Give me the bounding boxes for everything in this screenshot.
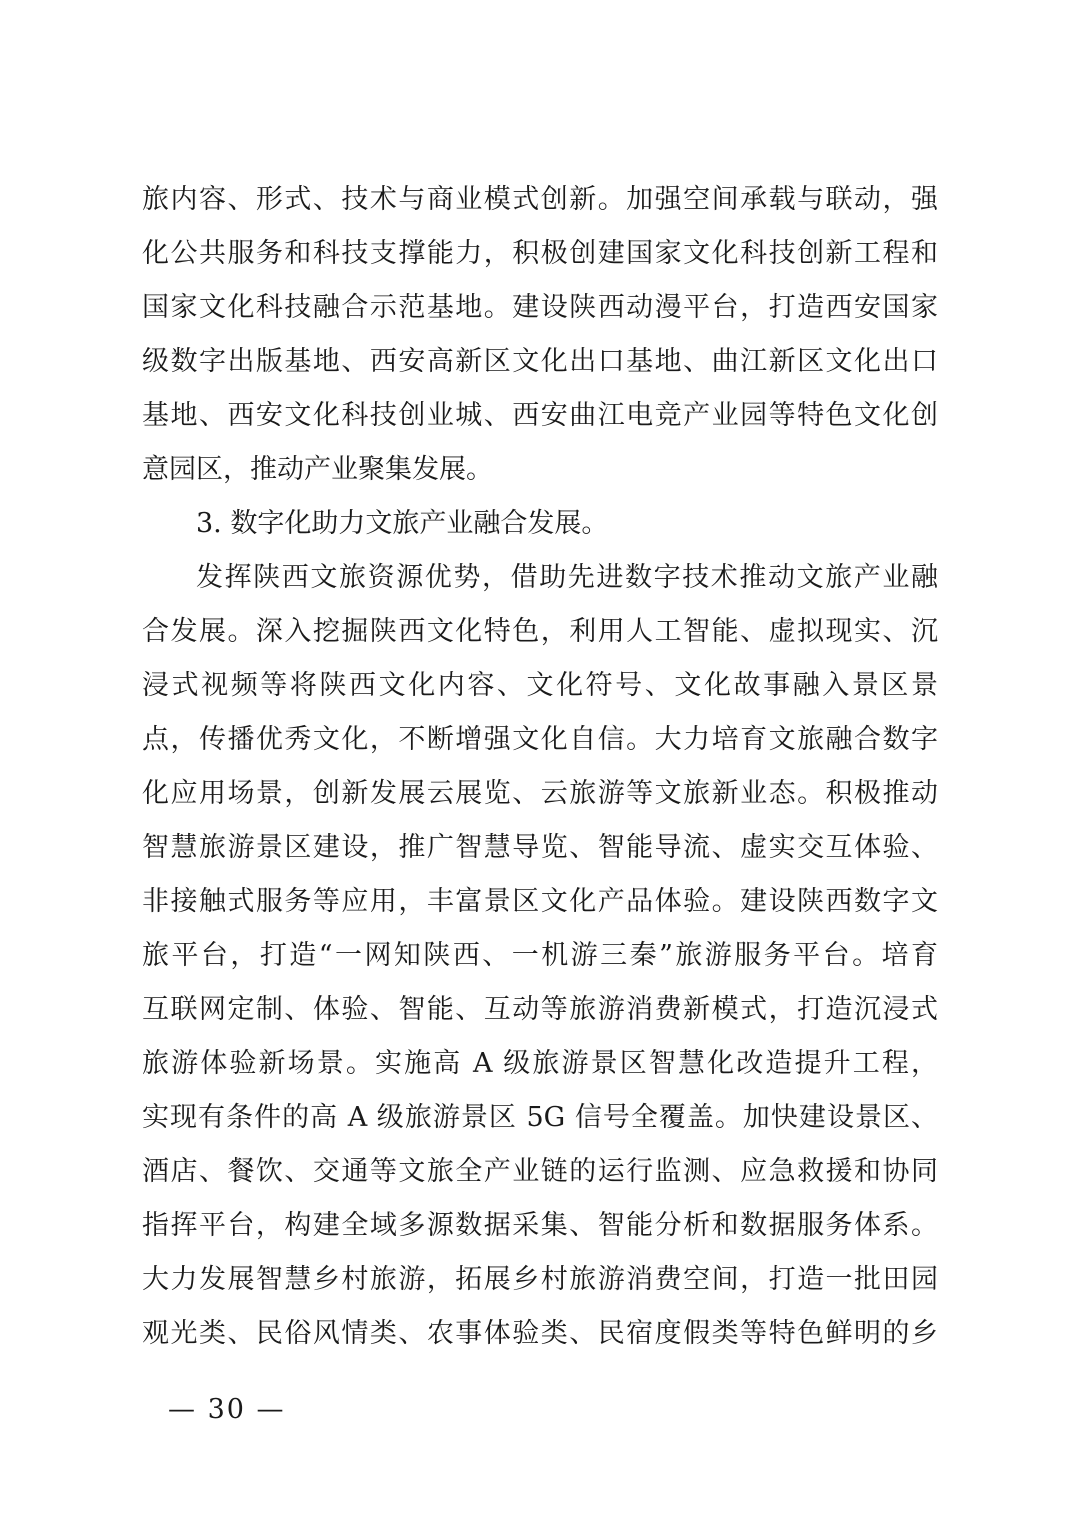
paragraph-line: 发挥陕西文旅资源优势，借助先进数字技术推动文旅产业融 xyxy=(196,562,938,593)
paragraph-line: 旅游体验新场景。实施高 A 级旅游景区智慧化改造提升工程， xyxy=(142,1048,938,1079)
paragraph-line: 点，传播优秀文化，不断增强文化自信。大力培育文旅融合数字 xyxy=(142,724,938,755)
paragraph-line: 基地、西安文化科技创业城、西安曲江电竞产业园等特色文化创 xyxy=(142,400,938,431)
page-number: — 30 — xyxy=(168,1394,286,1425)
paragraph-line: 浸式视频等将陕西文化内容、文化符号、文化故事融入景区景 xyxy=(142,670,938,701)
paragraph-line: 酒店、餐饮、交通等文旅全产业链的运行监测、应急救援和协同 xyxy=(142,1156,938,1187)
paragraph-line: 互联网定制、体验、智能、互动等旅游消费新模式，打造沉浸式 xyxy=(142,994,938,1025)
paragraph-line: 意园区，推动产业聚集发展。 xyxy=(142,454,493,485)
paragraph-line: 非接触式服务等应用，丰富景区文化产品体验。建设陕西数字文 xyxy=(142,886,938,917)
paragraph-line: 国家文化科技融合示范基地。建设陕西动漫平台，打造西安国家 xyxy=(142,292,938,323)
paragraph-line: 观光类、民俗风情类、农事体验类、民宿度假类等特色鲜明的乡 xyxy=(142,1318,938,1349)
paragraph-line: 智慧旅游景区建设，推广智慧导览、智能导流、虚实交互体验、 xyxy=(142,832,938,863)
paragraph-line: 级数字出版基地、西安高新区文化出口基地、曲江新区文化出口 xyxy=(142,346,938,377)
paragraph-line: 大力发展智慧乡村旅游，拓展乡村旅游消费空间，打造一批田园 xyxy=(142,1264,938,1295)
paragraph-line: 化应用场景，创新发展云展览、云旅游等文旅新业态。积极推动 xyxy=(142,778,938,809)
paragraph-line: 实现有条件的高 A 级旅游景区 5G 信号全覆盖。加快建设景区、 xyxy=(142,1102,938,1133)
paragraph-line: 指挥平台，构建全域多源数据采集、智能分析和数据服务体系。 xyxy=(142,1210,938,1241)
paragraph-line: 旅内容、形式、技术与商业模式创新。加强空间承载与联动，强 xyxy=(142,184,938,215)
section-heading: 3. 数字化助力文旅产业融合发展。 xyxy=(196,508,609,539)
paragraph-line: 化公共服务和科技支撑能力，积极创建国家文化科技创新工程和 xyxy=(142,238,938,269)
paragraph-line: 旅平台，打造“一网知陕西、一机游三秦”旅游服务平台。培育 xyxy=(142,940,938,971)
paragraph-line: 合发展。深入挖掘陕西文化特色，利用人工智能、虚拟现实、沉 xyxy=(142,616,938,647)
